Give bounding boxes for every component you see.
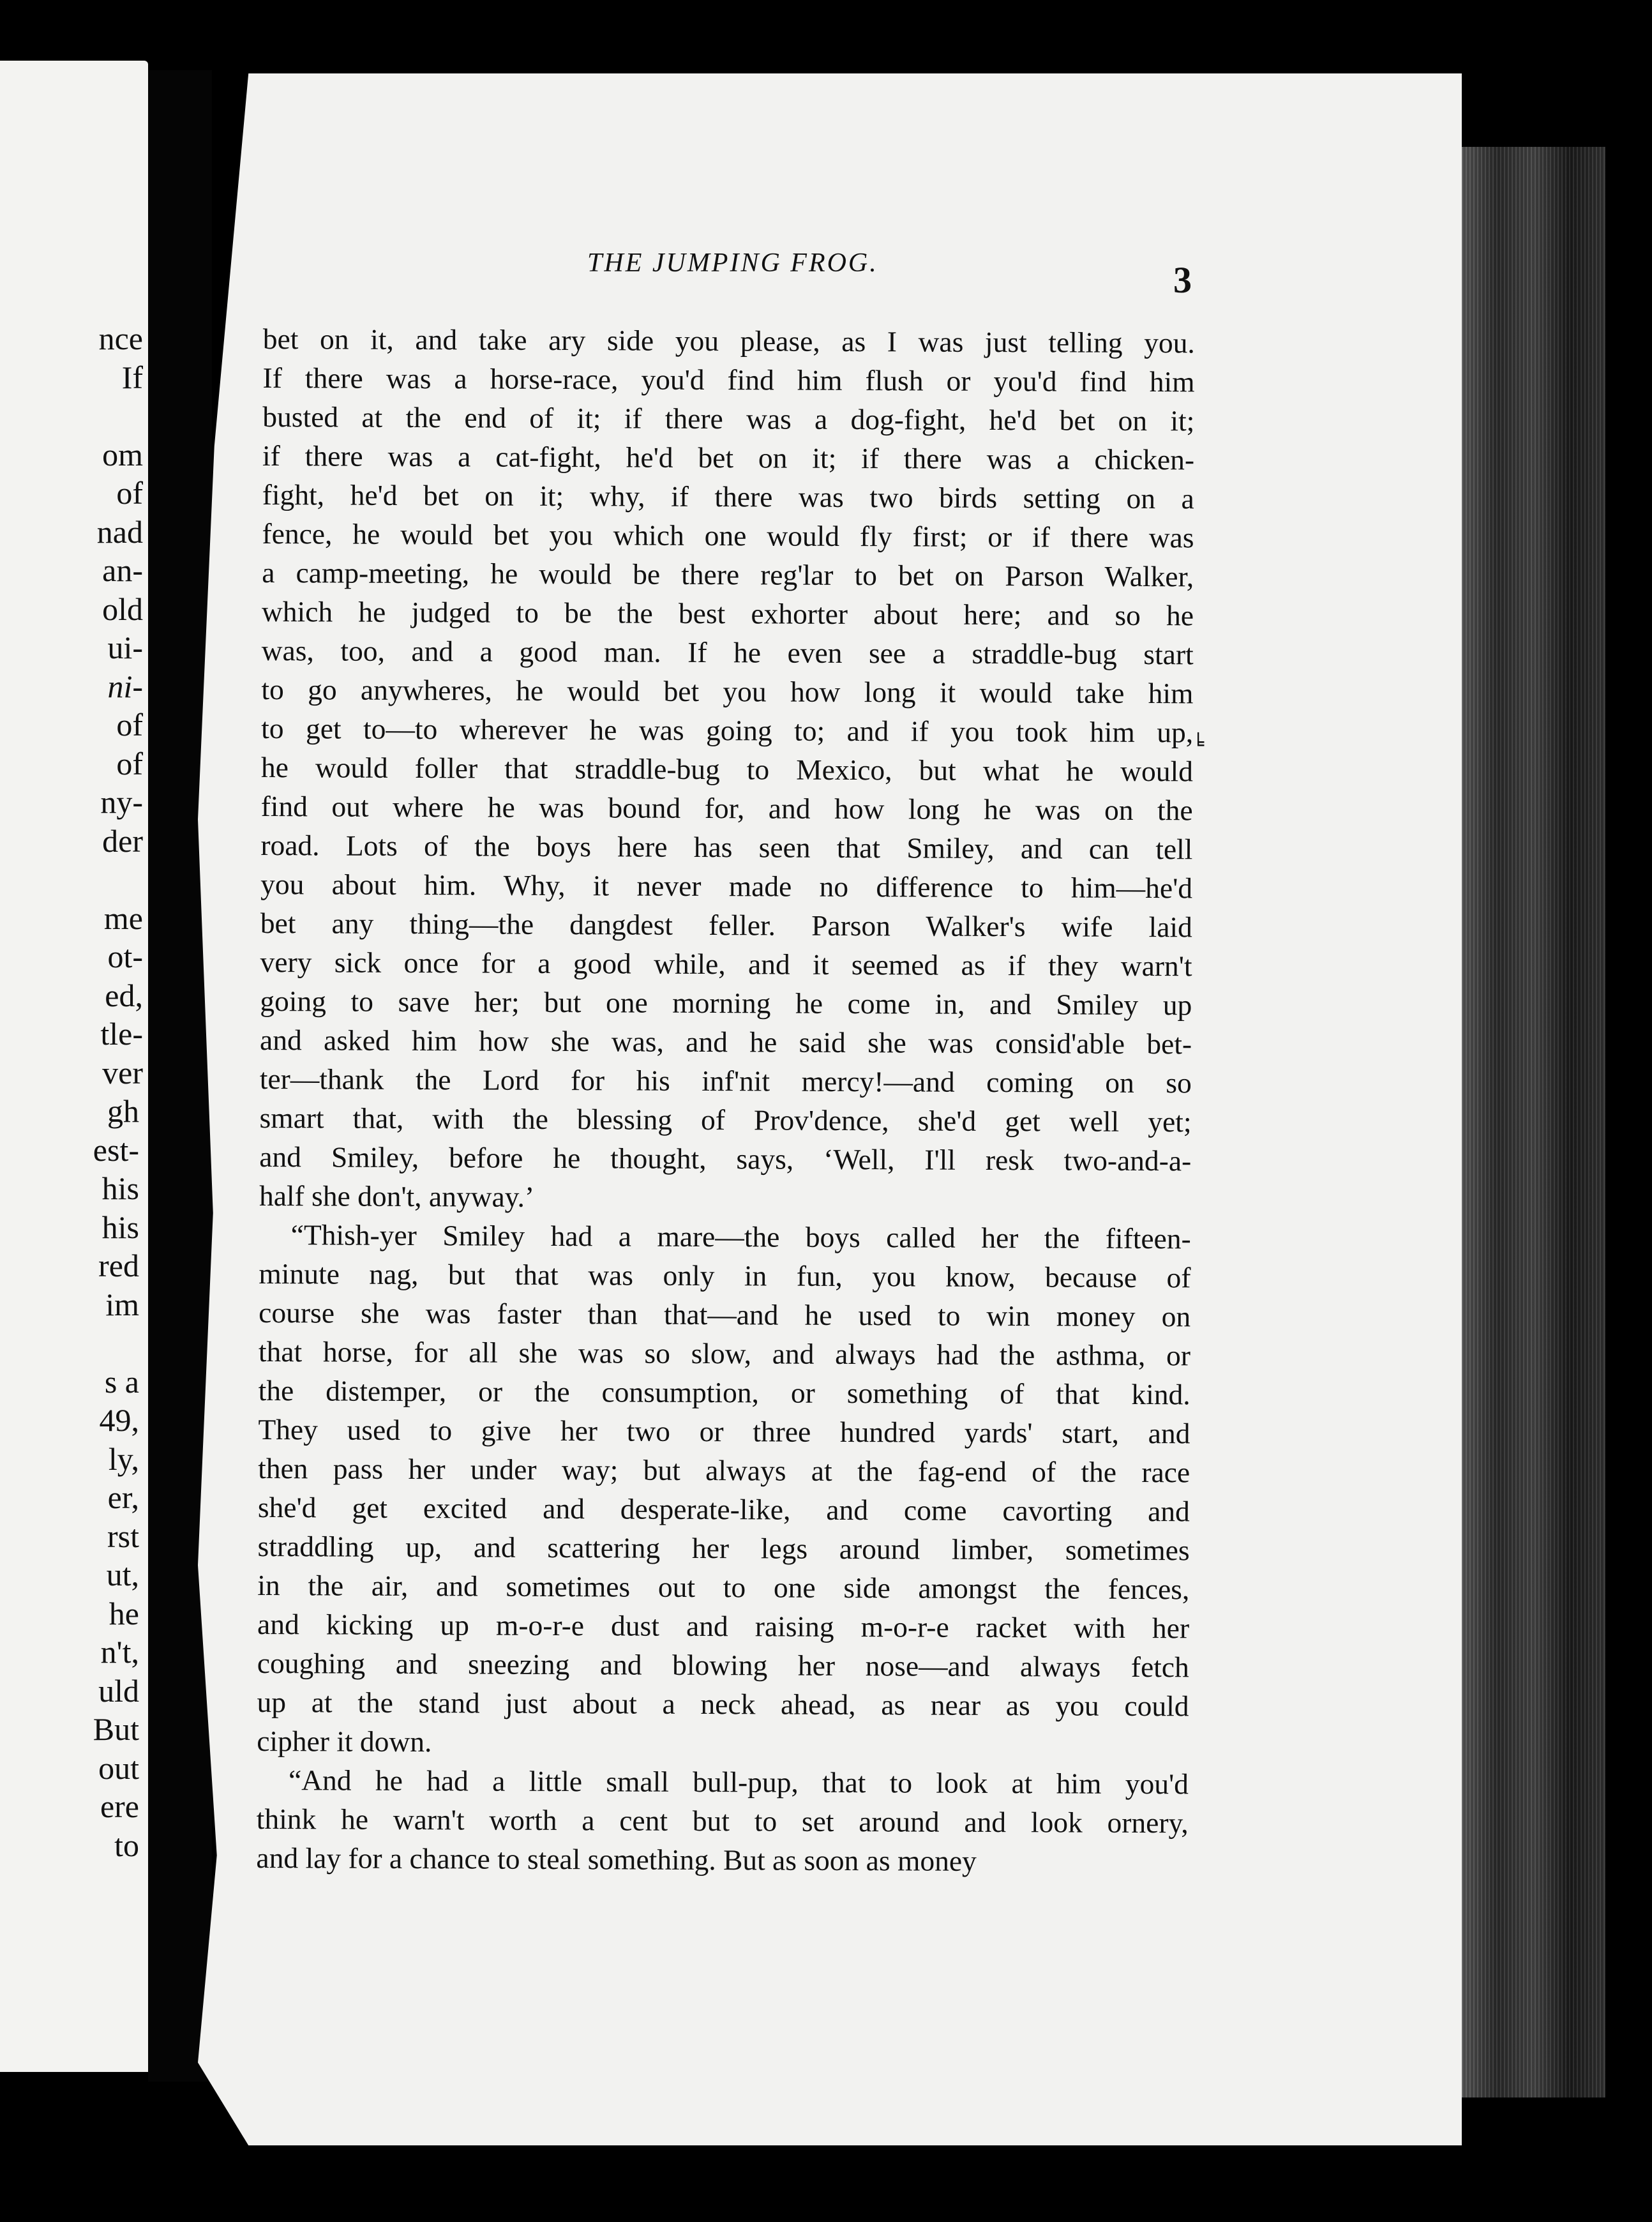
text-line: then pass her under way; but always at the fag-end of the race (258, 1451, 1190, 1489)
left-page-fragment: an- (102, 552, 143, 588)
text-line: he would foller that straddle-bug to Mexico, but what he would (260, 750, 1194, 788)
left-page-fragment: ot- (107, 939, 143, 974)
text-line: cipher it down. (257, 1724, 432, 1758)
left-page-fragment: 49, (99, 1402, 139, 1438)
text-line: in the air, and sometimes out to one side amongst the fences, (257, 1568, 1190, 1606)
text-line: and asked him how she was, and he said she was consid'able bet- (259, 1023, 1192, 1061)
left-facing-page (0, 61, 148, 2072)
left-page-fragment: nce (98, 321, 143, 356)
left-page-fragment: red (98, 1248, 139, 1283)
left-page-fragment: If (121, 359, 143, 395)
text-line: she'd get excited and desperate-like, and come cavorting and (257, 1490, 1190, 1528)
text-line: up at the stand just about a neck ahead, as near as you could (257, 1685, 1189, 1723)
paragraph (257, 1215, 1191, 1764)
left-page-fragment: s a (104, 1363, 139, 1400)
text-line: fight, he'd bet on it; why, if there was two birds setting on a (262, 478, 1194, 515)
text-line: “Thish-yer Smiley had a mare—the boys called her the fifteen- (290, 1218, 1191, 1255)
text-line: bet any thing—the dangdest feller. Parson Walker's wife laid (260, 906, 1192, 944)
left-page-fragment: me (103, 900, 143, 936)
left-page-fragment: of (116, 475, 143, 511)
left-page-fragment: est- (93, 1131, 139, 1168)
text-line: going to save her; but one morning he come in, and Smiley up (260, 984, 1192, 1022)
left-page-fragment: out (98, 1750, 139, 1786)
body-text (256, 319, 1195, 1881)
text-line: road. Lots of the boys here has seen that Smiley, and can tell (260, 828, 1193, 866)
left-page-fragment: nad (96, 513, 143, 550)
text-line: bet on it, and take ary side you please, as I was just telling you. (262, 322, 1195, 359)
text-line: busted at the end of it; if there was a dog-fight, he'd bet on it; (262, 400, 1195, 437)
left-page-fragment: er, (107, 1479, 139, 1515)
text-line: minute nag, but that was only in fun, you know, because of (259, 1257, 1191, 1294)
left-page-fragment: rst (107, 1518, 139, 1554)
text-line: course she was faster than that—and he used to win money on (259, 1296, 1191, 1333)
text-line: and lay for a chance to steal something. But as soon as money (256, 1841, 977, 1877)
left-page-fragment: his (101, 1209, 139, 1245)
text-line: coughing and sneezing and blowing her nose—and always fetch (257, 1646, 1189, 1684)
text-line: and Smiley, before he thought, says, ‘Well, I'll resk two-and-a- (259, 1140, 1192, 1177)
text-line: was, too, and a good man. If he even see a straddle-bug start (261, 633, 1194, 671)
paragraph (259, 319, 1195, 1219)
left-page-fragment: ny- (100, 784, 143, 820)
left-page-fragment: ed, (105, 977, 143, 1013)
margin-mark-icon: ╘ (1192, 733, 1205, 755)
left-page-fragment: im (105, 1286, 139, 1322)
left-page-fragment: om (102, 436, 143, 472)
left-page-fragment: he (109, 1595, 139, 1631)
text-line: the distemper, or the consumption, or something of that kind. (258, 1373, 1190, 1411)
left-page-fragment: ver (102, 1054, 143, 1091)
text-line: a camp-meeting, he would be there reg'lar to bet on Parson Walker, (262, 556, 1194, 593)
paragraph (256, 1760, 1189, 1881)
left-page-text-fragments (0, 61, 148, 2072)
text-line: very sick once for a good while, and it seemed as if they warn't (260, 945, 1192, 983)
text-line: you about him. Why, it never made no difference to him—he'd (260, 867, 1193, 905)
text-line: If there was a horse-race, you'd find him flush or you'd find him (262, 361, 1195, 398)
left-page-fragment: n't, (100, 1634, 139, 1670)
left-page-fragment: But (93, 1711, 139, 1747)
left-page-fragment: uld (98, 1672, 139, 1709)
left-page-fragment: ni- (107, 668, 143, 704)
left-page-fragment: of (116, 707, 143, 743)
text-line: smart that, with the blessing of Prov'dence, she'd get well yet; (259, 1101, 1192, 1138)
text-line: if there was a cat-fight, he'd bet on it; if there was a chicken- (262, 439, 1195, 476)
text-line: find out where he was bound for, and how long he was on the (260, 789, 1193, 827)
text-line: that horse, for all she was so slow, and always had the asthma, or (258, 1334, 1191, 1372)
page-number: 3 (1173, 259, 1192, 301)
text-line: half she don't, anyway.’ (259, 1179, 535, 1213)
left-page-fragment: ere (100, 1788, 139, 1824)
running-head: THE JUMPING FROG. (587, 248, 878, 278)
left-page-fragment: der (102, 822, 143, 859)
left-page-fragment: ut, (106, 1557, 139, 1592)
text-line: They used to give her two or three hundred yards' start, and (258, 1412, 1190, 1450)
left-page-fragment: ly, (108, 1440, 139, 1477)
text-line: straddling up, and scattering her legs around limber, sometimes (257, 1529, 1190, 1567)
left-page-fragment: old (102, 591, 143, 627)
text-line: to go anywheres, he would bet you how long it would take him (261, 672, 1194, 710)
text-line: “And he had a little small bull-pup, that to look at him you'd (288, 1764, 1189, 1801)
text-line: to get to—to wherever he was going to; and if you took him up, (261, 711, 1194, 749)
left-page-fragment: to (114, 1827, 139, 1863)
left-page-fragment: gh (107, 1093, 139, 1129)
left-page-fragment: ui- (107, 630, 143, 665)
left-page-fragment: tle- (100, 1016, 143, 1052)
text-line: fence, he would bet you which one would fly first; or if there was (262, 517, 1194, 554)
left-page-fragment: of (116, 745, 143, 782)
left-page-fragment: his (101, 1170, 139, 1206)
text-line: ter—thank the Lord for his inf'nit mercy!—and coming on so (259, 1062, 1192, 1100)
text-line: and kicking up m-o-r-e dust and raising m-o-r-e racket with her (257, 1607, 1190, 1645)
page-block-edge (1462, 147, 1605, 2097)
book-gutter-shadow (148, 70, 212, 2082)
text-line: which he judged to be the best exhorter about here; and so he (261, 594, 1194, 632)
text-line: think he warn't worth a cent but to set around and look ornery, (256, 1802, 1189, 1840)
